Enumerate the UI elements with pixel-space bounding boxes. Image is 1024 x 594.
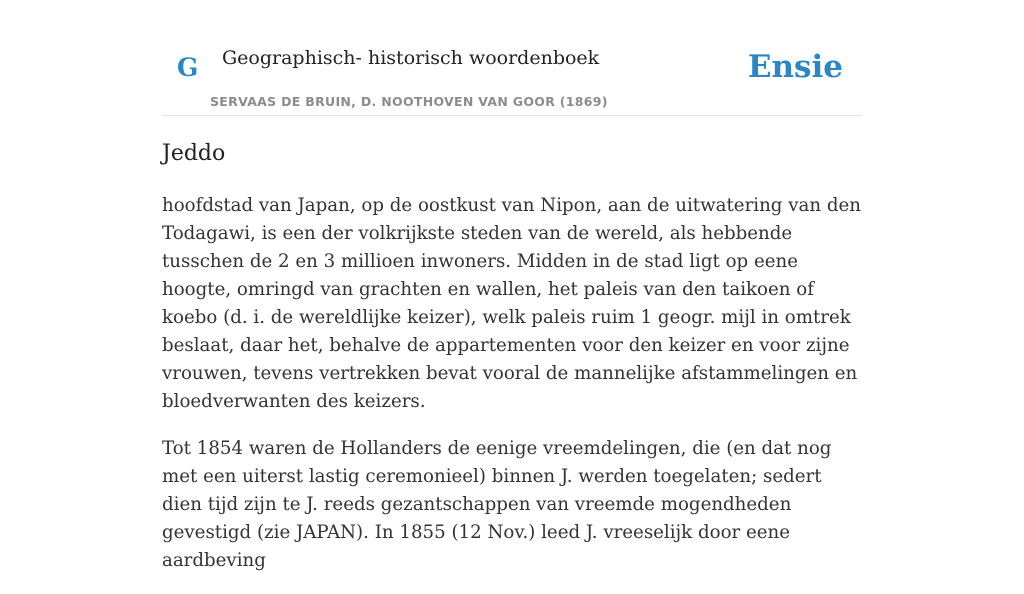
page-container	[162, 0, 862, 571]
entry-body	[162, 192, 862, 594]
book-title[interactable]: Geographisch- historisch woordenboek	[222, 47, 600, 69]
book-logo-letter[interactable]: G	[177, 53, 199, 82]
entry-paragraph: Tot 1854 waren de Hollanders de eenige vreemdelingen, die (en dat nog met een uiterst lastig ceremonieel) binnen J. werden toegelaten; sedert dien tijd zijn te J. reeds gezantschappen van vreemde mogendheden gevestigd (zie JAPAN). In 1855 (12 Nov.) leed J. vreeselijk door eene aardbeving	[162, 438, 832, 571]
entry-title: Jeddo	[162, 141, 226, 166]
entry-paragraph: hoofdstad van Japan, op de oostkust van Nipon, aan de uitwatering van den Todagawi, is een der volkrijkste steden van de wereld, als hebbende tusschen de 2 en 3 millioen inwoners. Midden in de stad ligt op eene hoogte, omringd van grachten en wallen, het paleis van den taikoen of koebo (d. i. de wereldlijke keizer), welk paleis ruim 1 geogr. mijl in omtrek beslaat, daar het, behalve de appartementen voor den keizer en voor zijne vrouwen, tevens vertrekken bevat vooral de mannelijke afstammelingen en bloedverwanten des keizers.	[162, 195, 861, 412]
ensie-logo-link[interactable]: Ensie	[747, 49, 843, 85]
book-author: SERVAAS DE BRUIN, D. NOOTHOVEN VAN GOOR (1869)	[210, 94, 608, 109]
book-header	[162, 0, 862, 116]
